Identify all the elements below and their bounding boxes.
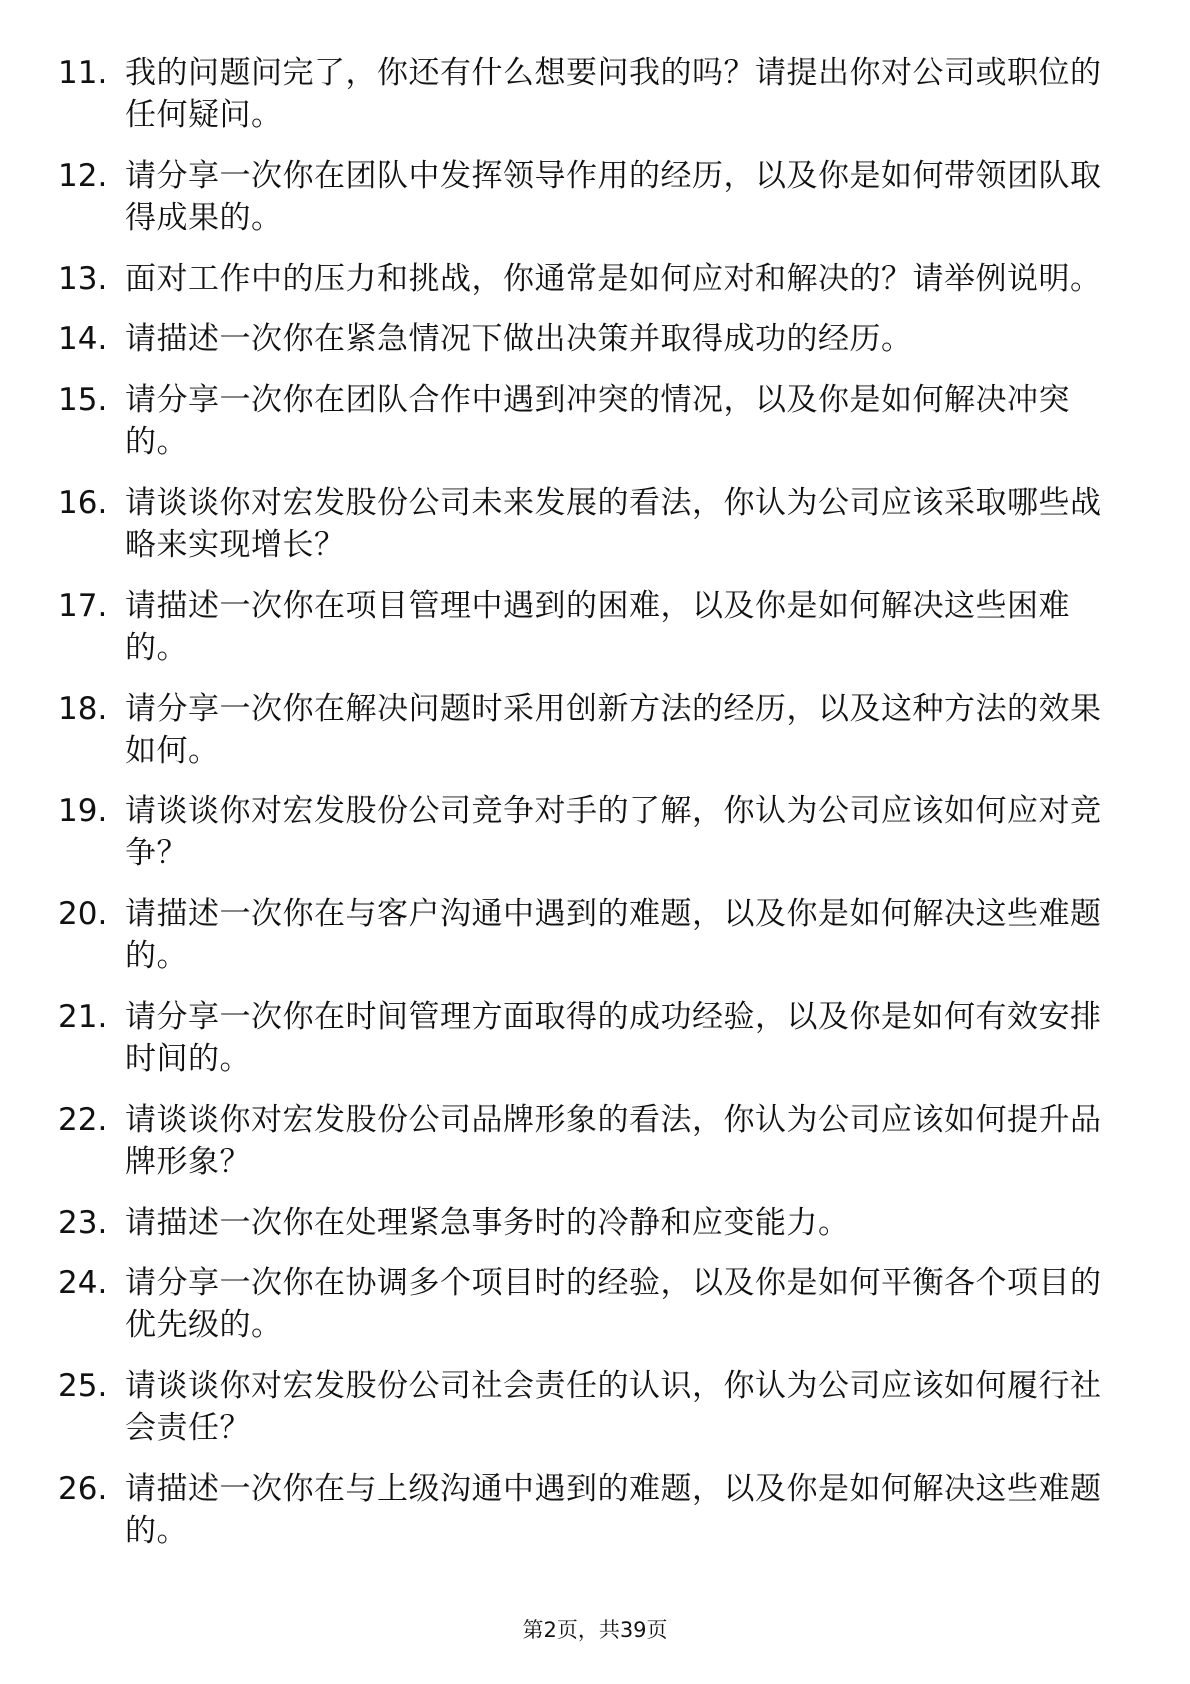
- question-text: 请描述一次你在项目管理中遇到的困难，以及你是如何解决这些困难的。: [125, 587, 1070, 666]
- question-number: 12.: [58, 157, 108, 194]
- question-number: 22.: [58, 1101, 108, 1138]
- question-text: 请描述一次你在与上级沟通中遇到的难题，以及你是如何解决这些难题的。: [125, 1470, 1102, 1549]
- question-text: 面对工作中的压力和挑战，你通常是如何应对和解决的？请举例说明。: [125, 260, 1102, 297]
- question-text: 请描述一次你在与客户沟通中遇到的难题，以及你是如何解决这些难题的。: [125, 896, 1102, 975]
- question-item: [58, 790, 1118, 874]
- question-text: 请谈谈你对宏发股份公司社会责任的认识，你认为公司应该如何履行社会责任？: [125, 1368, 1102, 1447]
- question-item: [58, 52, 1118, 136]
- question-number: 13.: [58, 260, 108, 297]
- question-item: [58, 1099, 1118, 1183]
- question-item: [58, 585, 1118, 669]
- question-item: [58, 1202, 1118, 1244]
- question-number: 23.: [58, 1204, 108, 1241]
- question-text: 请分享一次你在协调多个项目时的经验，以及你是如何平衡各个项目的优先级的。: [125, 1265, 1102, 1344]
- question-number: 14.: [58, 321, 108, 358]
- question-item: [58, 318, 1118, 360]
- question-number: 15.: [58, 382, 108, 419]
- question-list: [58, 52, 1118, 1571]
- question-item: [58, 155, 1118, 239]
- question-item: [58, 996, 1118, 1080]
- question-number: 26.: [58, 1470, 108, 1507]
- question-text: 请谈谈你对宏发股份公司竞争对手的了解，你认为公司应该如何应对竞争？: [125, 793, 1102, 872]
- question-number: 16.: [58, 484, 108, 521]
- question-number: 21.: [58, 998, 108, 1035]
- question-text: 请描述一次你在处理紧急事务时的冷静和应变能力。: [125, 1204, 850, 1241]
- question-item: [58, 893, 1118, 977]
- question-text: 请分享一次你在时间管理方面取得的成功经验，以及你是如何有效安排时间的。: [125, 998, 1102, 1077]
- question-number: 11.: [58, 55, 108, 91]
- question-text: 我的问题问完了，你还有什么想要问我的吗？请提出你对公司或职位的任何疑问。: [125, 55, 1102, 133]
- question-text: 请分享一次你在团队合作中遇到冲突的情况，以及你是如何解决冲突的。: [125, 382, 1070, 461]
- question-item: [58, 688, 1118, 772]
- question-number: 25.: [58, 1368, 108, 1405]
- question-number: 20.: [58, 896, 108, 933]
- page-footer: 第2页，共39页: [522, 1618, 668, 1642]
- question-text: 请分享一次你在解决问题时采用创新方法的经历，以及这种方法的效果如何。: [125, 690, 1102, 769]
- question-item: [58, 1365, 1118, 1449]
- question-text: 请谈谈你对宏发股份公司未来发展的看法，你认为公司应该采取哪些战略来实现增长？: [125, 484, 1102, 563]
- question-text: 请描述一次你在紧急情况下做出决策并取得成功的经历。: [125, 321, 913, 358]
- question-text: 请分享一次你在团队中发挥领导作用的经历，以及你是如何带领团队取得成果的。: [125, 157, 1102, 236]
- question-item: [58, 482, 1118, 566]
- question-item: [58, 1262, 1118, 1346]
- question-number: 19.: [58, 793, 108, 830]
- question-item: [58, 258, 1118, 300]
- question-number: 17.: [58, 587, 108, 624]
- question-item: [58, 1468, 1118, 1552]
- question-text: 请谈谈你对宏发股份公司品牌形象的看法，你认为公司应该如何提升品牌形象？: [125, 1101, 1102, 1180]
- question-number: 24.: [58, 1265, 108, 1302]
- question-item: [58, 379, 1118, 463]
- question-number: 18.: [58, 690, 108, 727]
